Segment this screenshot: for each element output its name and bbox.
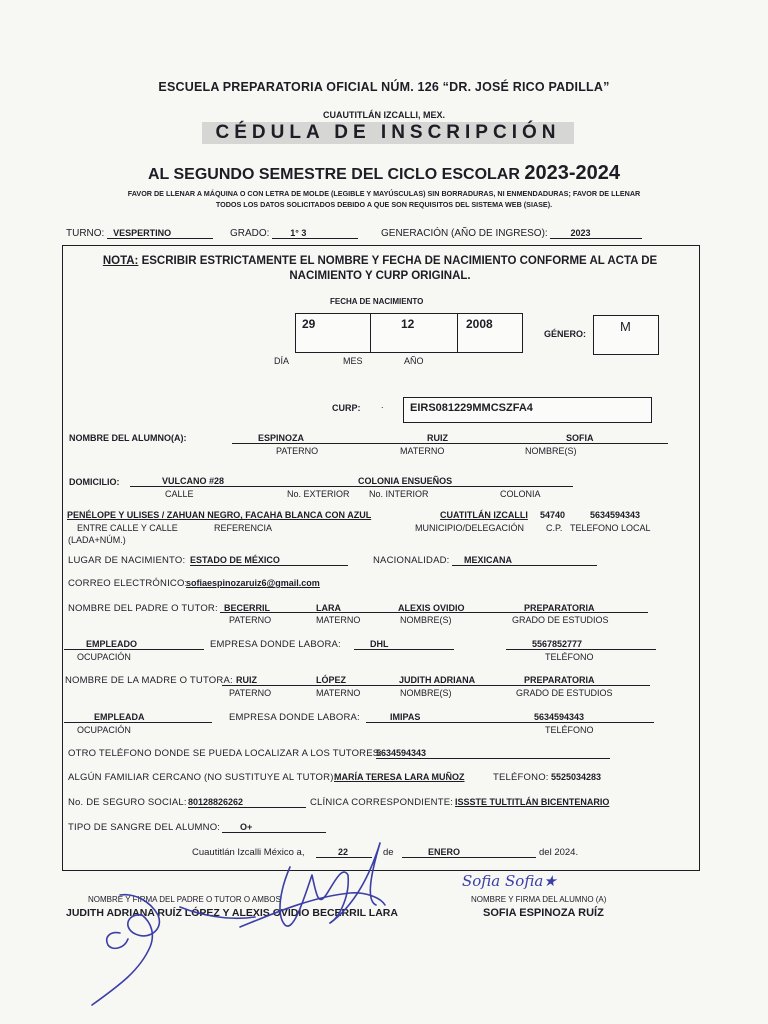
padre-empresa-label: EMPRESA DONDE LABORA: (210, 639, 341, 650)
referencia-telefono[interactable]: 5634594343 (590, 510, 641, 520)
birth-year-label: AÑO (404, 356, 424, 366)
form-subtitle (0, 162, 768, 185)
padre-materno-label: MATERNO (316, 615, 361, 625)
domicilio-label: DOMICILIO: (69, 477, 120, 487)
entre-calle-label: ENTRE CALLE Y CALLE (77, 523, 178, 533)
sangre-label: TIPO DE SANGRE DEL ALUMNO: (68, 822, 221, 833)
referencia-line[interactable]: PENÉLOPE Y ULISES / ZAHUAN NEGRO, FACAHA BLANCA CON AZUL (67, 510, 372, 520)
padre-ocupacion-label: OCUPACIÓN (77, 652, 131, 662)
padre-materno[interactable]: LARA (316, 603, 341, 613)
curp-label: CURP: (332, 403, 361, 413)
cp-label: C.P. (546, 523, 563, 533)
domicilio-calle[interactable]: VULCANO #28 (162, 476, 225, 486)
telefono-local-label: TELEFONO LOCAL (570, 523, 651, 533)
instructions-line-2: TODOS LOS DATOS SOLICITADOS DEBIDO A QUE SON REQUISITOS DEL SISTEMA WEB (SIASE). (215, 200, 553, 209)
birth-label: FECHA DE NACIMIENTO (330, 297, 424, 306)
subtitle-text: AL SEGUNDO SEMESTRE DEL CICLO ESCOLAR (148, 166, 520, 183)
municipio-label: MUNICIPIO/DELEGACIÓN (415, 523, 525, 533)
madre-paterno[interactable]: RUIZ (236, 675, 257, 685)
madre-ocupacion[interactable]: EMPLEADA (64, 712, 212, 723)
domicilio-calle-label: CALLE (165, 489, 194, 499)
madre-telefono[interactable]: 5634594343 (506, 712, 654, 723)
alumno-label: NOMBRE DEL ALUMNO(A): (69, 433, 187, 443)
correo-label: CORREO ELECTRÓNICO: (68, 578, 188, 589)
genero-label: GÉNERO: (544, 329, 587, 339)
domicilio-colonia-label: COLONIA (500, 489, 541, 499)
madre-underline (222, 685, 650, 686)
familiar-telefono-value[interactable]: 5525034283 (551, 772, 602, 782)
madre-materno[interactable]: LÓPEZ (316, 675, 347, 685)
domicilio-ext-label: No. EXTERIOR (287, 489, 350, 499)
padre-paterno[interactable]: BECERRIL (224, 603, 271, 613)
instructions-line-1: FAVOR DE LLENAR A MÁQUINA O CON LETRA DE MOLDE (LEGIBLE Y MAYÚSCULAS) SIN BORRADURAS, NI ENMENDADURAS; FAVOR DE LLENAR (127, 189, 641, 198)
firma-tutor-names: JUDITH ADRIANA RUÍZ LÓPEZ Y ALEXIS OVIDIO BECERRIL LARA (66, 907, 398, 919)
clinica-value[interactable]: ISSSTE TULTITLÁN BICENTENARIO (455, 797, 610, 807)
padre-nombre-label: NOMBRE(S) (400, 615, 452, 625)
fecha-mes[interactable]: ENERO (402, 847, 536, 858)
alumno-nombre-label: NOMBRE(S) (525, 446, 577, 456)
birth-day: 29 (302, 317, 316, 331)
turno-value[interactable]: VESPERTINO (107, 228, 213, 239)
alumno-underline (232, 443, 668, 444)
padre-empresa[interactable]: DHL (354, 639, 454, 650)
madre-ocupacion-label: OCUPACIÓN (77, 725, 131, 735)
padre-grado[interactable]: PREPARATORIA (524, 603, 595, 613)
note-text-2: NACIMIENTO Y CURP ORIGINAL. (289, 270, 471, 282)
birth-month-label: MES (343, 356, 363, 366)
referencia-municipio[interactable]: CUATITLÁN IZCALLI (440, 510, 528, 520)
madre-grado[interactable]: PREPARATORIA (524, 675, 595, 685)
padre-label: NOMBRE DEL PADRE O TUTOR: (68, 603, 218, 614)
madre-grado-label: GRADO DE ESTUDIOS (516, 688, 613, 698)
padre-telefono[interactable]: 5567852777 (506, 639, 656, 650)
padre-ocupacion[interactable]: EMPLEADO (64, 639, 204, 650)
fecha-de: de (383, 847, 394, 858)
turno-field (66, 228, 213, 239)
domicilio-colonia[interactable]: COLONIA ENSUEÑOS (358, 476, 453, 486)
firma-alumno-name: SOFIA ESPINOZA RUÍZ (483, 907, 604, 919)
birth-day-label: DÍA (274, 356, 290, 366)
birth-month: 12 (401, 317, 415, 331)
firma-tutor-label: NOMBRE Y FIRMA DEL PADRE O TUTOR O AMBOS (88, 895, 281, 904)
genero-box[interactable] (593, 315, 659, 355)
lugar-nacimiento-value[interactable]: ESTADO DE MÉXICO (190, 555, 348, 566)
birth-day-box[interactable] (295, 313, 371, 353)
alumno-handwritten-signature: Sofia Sofia★ (462, 872, 557, 890)
alumno-materno-label: MATERNO (400, 446, 445, 456)
padre-grado-label: GRADO DE ESTUDIOS (512, 615, 609, 625)
familiar-value[interactable]: MARÍA TERESA LARA MUÑOZ (334, 772, 465, 782)
otro-telefono-label: OTRO TELÉFONO DONDE SE PUEDA LOCALIZAR A LOS TUTORES: (68, 748, 383, 759)
familiar-label: ALGÚN FAMILIAR CERCANO (NO SUSTITUYE AL TUTOR): (68, 772, 337, 783)
fecha-dia[interactable]: 22 (316, 847, 372, 858)
grado-field (230, 228, 358, 239)
city: CUAUTITLÁN IZCALLI, MEX. (323, 110, 445, 120)
generacion-label: GENERACIÓN (AÑO DE INGRESO): (381, 228, 548, 239)
referencia-label: REFERENCIA (214, 523, 273, 533)
birth-month-box[interactable] (370, 313, 458, 353)
school-name: ESCUELA PREPARATORIA OFICIAL NÚM. 126 “DR. JOSÉ RICO PADILLA” (158, 80, 610, 94)
curp-box[interactable] (403, 397, 652, 423)
curp-dot: . (381, 400, 384, 410)
padre-paterno-label: PATERNO (229, 615, 272, 625)
note-label: NOTA: (102, 255, 139, 267)
lugar-nacimiento-label: LUGAR DE NACIMIENTO: (68, 555, 186, 566)
firma-alumno-label: NOMBRE Y FIRMA DEL ALUMNO (A) (471, 895, 607, 904)
fecha-anio: del 2024. (539, 847, 579, 858)
familiar-telefono-label: TELÉFONO: (493, 772, 549, 783)
alumno-paterno-label: PATERNO (276, 446, 319, 456)
lada-label: (LADA+NÚM.) (68, 535, 126, 545)
seguro-value[interactable]: 80128826262 (188, 797, 306, 808)
fecha-lugar: Cuautitlán Izcalli México a, (192, 847, 305, 858)
madre-label: NOMBRE DE LA MADRE O TUTORA: (65, 675, 233, 686)
otro-telefono-value[interactable]: 5634594343 (376, 748, 610, 759)
alumno-materno[interactable]: RUIZ (427, 433, 448, 443)
birth-year-box[interactable] (457, 313, 523, 353)
sangre-value[interactable]: O+ (222, 822, 326, 833)
alumno-nombre[interactable]: SOFIA (566, 433, 594, 443)
nacionalidad-value[interactable]: MEXICANA (452, 555, 597, 566)
padre-telefono-label: TELÉFONO (545, 652, 594, 662)
correo-value[interactable]: sofiaespinozaruiz6@gmail.com (186, 578, 320, 588)
referencia-cp[interactable]: 54740 (540, 510, 566, 520)
turno-label: TURNO: (66, 228, 105, 239)
school-cycle: 2023-2024 (524, 162, 620, 184)
domicilio-int-label: No. INTERIOR (369, 489, 429, 499)
domicilio-underline (130, 486, 573, 487)
seguro-label: No. DE SEGURO SOCIAL: (68, 797, 187, 808)
alumno-paterno[interactable]: ESPINOZA (258, 433, 305, 443)
madre-nombre-label: NOMBRE(S) (400, 688, 452, 698)
madre-empresa[interactable]: IMIPAS (366, 712, 506, 723)
tutor-signature (80, 835, 420, 1015)
madre-empresa-label: EMPRESA DONDE LABORA: (229, 712, 360, 723)
madre-materno-label: MATERNO (316, 688, 361, 698)
generacion-value[interactable]: 2023 (550, 228, 642, 239)
generacion-field (381, 228, 642, 239)
clinica-label: CLÍNICA CORRESPONDIENTE: (310, 797, 454, 808)
curp-value: EIRS081229MMCSZFA4 (410, 402, 533, 414)
form-title: CÉDULA DE INSCRIPCIÓN (202, 122, 574, 144)
genero-value: M (620, 319, 631, 334)
birth-year: 2008 (466, 317, 493, 331)
grado-value[interactable]: 1° 3 (272, 228, 358, 239)
note-text-1: ESCRIBIR ESTRICTAMENTE EL NOMBRE Y FECHA DE NACIMIENTO CONFORME AL ACTA DE (141, 255, 658, 267)
padre-nombre[interactable]: ALEXIS OVIDIO (398, 603, 465, 613)
madre-telefono-label: TELÉFONO (545, 725, 594, 735)
madre-paterno-label: PATERNO (229, 688, 272, 698)
note (62, 255, 698, 267)
madre-nombre[interactable]: JUDITH ADRIANA (399, 675, 476, 685)
grado-label: GRADO: (230, 228, 270, 239)
nacionalidad-label: NACIONALIDAD: (373, 555, 450, 566)
